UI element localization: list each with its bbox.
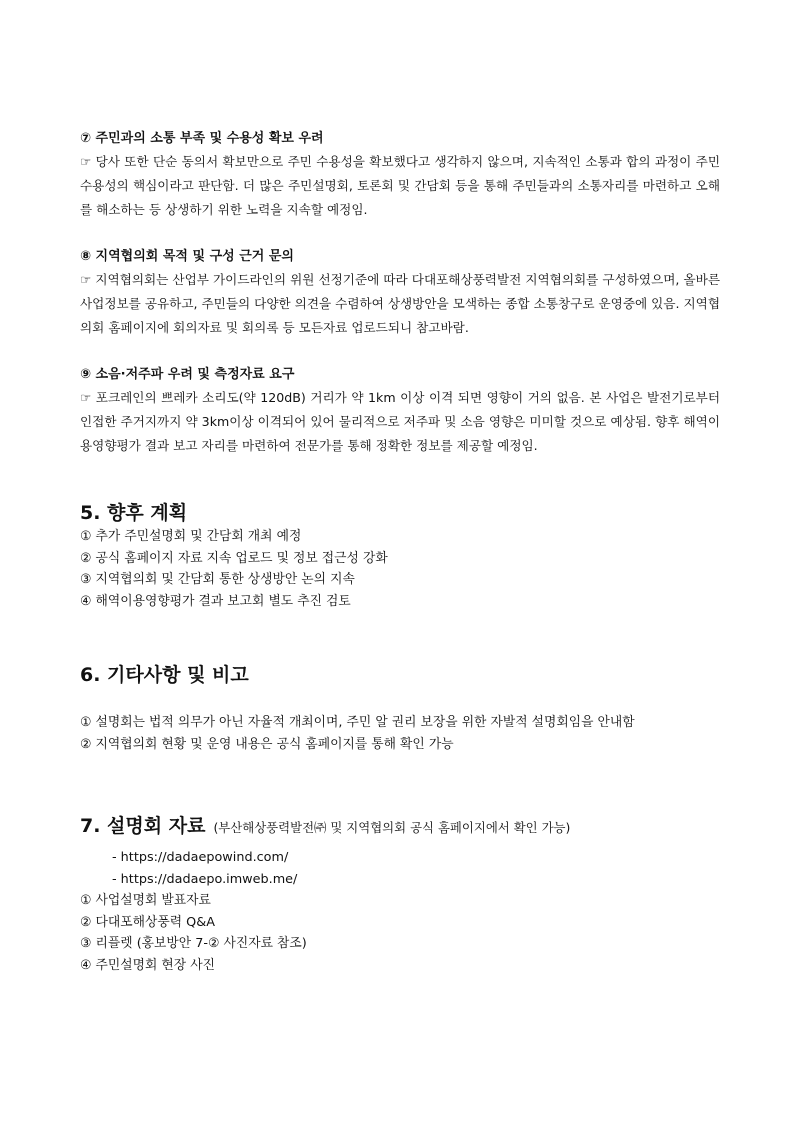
qa-item [80,128,720,222]
qa-item [80,364,720,458]
section-future-plans [80,500,720,612]
plan-list [80,526,720,612]
qa-answer: ☞ 포크레인의 쁘레카 소리도(약 120dB) 거리가 약 1km 이상 이격 되면 영향이 거의 없음. 본 사업은 발전기로부터 인접한 주거지까지 약 3km이상 이격되어 있어 물리적으로 저주파 및 소음 영향은 미미할 것으로 예상됨. 향후 해역이용영향평가 결과 보고 자리를 마련하여 전문가를 통해 정확한 정보를 제공할 예정임. [80,390,720,453]
section-heading: 5. 향후 계획 [80,502,188,524]
list-item: ③ 리플렛 (홍보방안 7-② 사진자료 참조) [80,936,307,951]
website-link[interactable]: - https://dadaepo.imweb.me/ [112,871,298,887]
website-link[interactable]: - https://dadaepowind.com/ [112,850,289,865]
list-item: ① 추가 주민설명회 및 간담회 개최 예정 [80,529,302,544]
document-content [80,128,720,976]
section-heading: 6. 기타사항 및 비고 [80,664,249,686]
qa-item [80,246,720,340]
materials-list [80,890,720,976]
qa-question: ⑦ 주민과의 소통 부족 및 수용성 확보 우려 [80,131,324,146]
section-heading-row [80,813,720,841]
qa-question: ⑨ 소음·저주파 우려 및 측정자료 요구 [80,367,295,382]
link-list [80,847,720,890]
qa-answer: ☞ 당사 또한 단순 동의서 확보만으로 주민 수용성을 확보했다고 생각하지 않으며, 지속적인 소통과 합의 과정이 주민수용성의 핵심이라고 판단함. 더 많은 주민설명회, 토론회 및 간담회 등을 통해 주민들과의 소통자리를 마련하고 오해를 해소하는 등 상생하기 위한 노력을 지속할 예정임. [80,154,720,217]
list-item: ④ 해역이용영향평가 결과 보고회 별도 추진 검토 [80,593,351,609]
qa-answer: ☞ 지역협의회는 산업부 가이드라인의 위원 선정기준에 따라 다대포해상풍력발전 지역협의회를 구성하였으며, 올바른 사업정보를 공유하고, 주민들의 다양한 의견을 수렴하여 상생방안을 모색하는 종합 소통창구로 운영중에 있음. 지역협의회 홈페이지에 회의자료 및 회의록 등 모든자료 업로드되니 참고바람. [80,272,720,335]
section-materials [80,813,720,976]
list-item: ① 사업설명회 발표자료 [80,893,211,908]
qa-question: ⑧ 지역협의회 목적 및 구성 근거 문의 [80,249,294,264]
list-item: ② 공식 홈페이지 자료 지속 업로드 및 정보 접근성 강화 [80,550,388,566]
remarks-list [80,712,720,755]
list-item: ① 설명회는 법적 의무가 아닌 자율적 개최이며, 주민 알 권리 보장을 위한 자발적 설명회임을 안내함 [80,715,635,730]
section-heading: 7. 설명회 자료 [80,815,206,837]
list-item: ④ 주민설명회 현장 사진 [80,957,215,973]
list-item: ② 지역협의회 현황 및 운영 내용은 공식 홈페이지를 통해 확인 가능 [80,736,454,752]
section-remarks [80,662,720,755]
list-item: ③ 지역협의회 및 간담회 통한 상생방안 논의 지속 [80,572,355,587]
section-note: (부산해상풍력발전㈜ 및 지역협의회 공식 홈페이지에서 확인 가능) [213,820,571,835]
list-item: ② 다대포해상풍력 Q&A [80,914,215,930]
